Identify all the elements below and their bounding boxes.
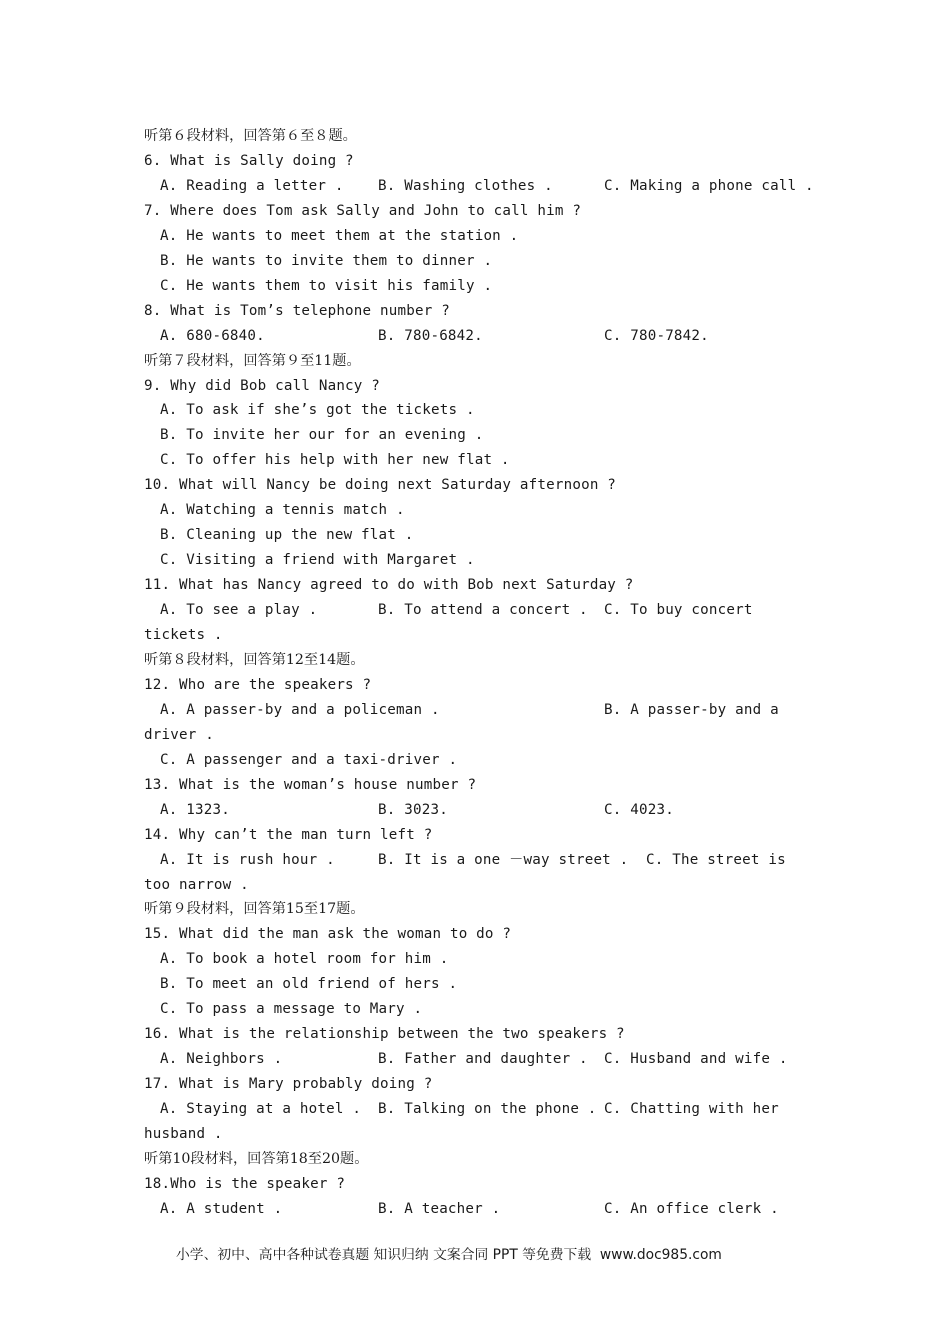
answer-option-a: A. Neighbors . (160, 1051, 283, 1068)
question-text: 6. What is Sally doing ? (144, 152, 354, 169)
wrapped-option-text: husband . (144, 1126, 223, 1142)
answer-option-c: B. A passer-by and a (604, 701, 779, 718)
wrapped-option-text: too narrow . (144, 876, 249, 893)
footer-text: 小学、初中、高中各种试卷真题 知识归纳 文案合同 PPT 等免费下载 www.doc985.com (176, 1247, 722, 1263)
question-text: 15. What did the man ask the woman to do ? (144, 926, 512, 943)
answer-option-a: A. To see a play . (160, 602, 318, 619)
question-text: 9. Why did Bob call Nancy ? (144, 377, 381, 394)
section-heading: 听第９段材料，回答第15至17题。 (144, 901, 365, 918)
answer-option-c: C. The street is (646, 851, 786, 868)
answer-option: B. To meet an old friend of hers . (160, 976, 458, 993)
question-text: 10. What will Nancy be doing next Saturday afternoon ? (144, 477, 617, 494)
answer-option-c: C. Chatting with her (604, 1101, 779, 1118)
answer-option: B. Cleaning up the new flat . (160, 527, 414, 544)
section-heading: 听第10段材料，回答第18至20题。 (144, 1150, 369, 1167)
answer-option-b: B. It is a one －way street . (378, 851, 629, 868)
section-heading: 听第８段材料，回答第12至14题。 (144, 651, 365, 668)
answer-option: A. To book a hotel room for him . (160, 951, 449, 968)
section-heading: 听第７段材料，回答第９至11题。 (144, 352, 361, 369)
answer-option-b: B. To attend a concert . (378, 602, 588, 619)
wrapped-option-text: tickets . (144, 627, 223, 643)
wrapped-option-text: driver . (144, 726, 214, 743)
answer-option-a: A. Staying at a hotel . (160, 1101, 362, 1118)
answer-option-a: A. 680-6840. (160, 327, 265, 344)
answer-option: B. To invite her our for an evening . (160, 427, 484, 444)
answer-option-b: B. 3023. (378, 801, 448, 818)
question-text: 13. What is the woman’s house number ? (144, 776, 477, 793)
answer-option: C. He wants them to visit his family . (160, 277, 493, 294)
question-text: 16. What is the relationship between the two speakers ? (144, 1026, 625, 1043)
question-text: 17. What is Mary probably doing ? (144, 1076, 433, 1093)
answer-option: C. Visiting a friend with Margaret . (160, 552, 475, 569)
answer-option: A. Watching a tennis match . (160, 502, 405, 519)
answer-option-a: A. Reading a letter . (160, 177, 344, 194)
answer-option: C. To offer his help with her new flat . (160, 452, 510, 469)
answer-option: A. He wants to meet them at the station . (160, 227, 519, 244)
answer-option: C. To pass a message to Mary . (160, 1001, 423, 1018)
question-text: 7. Where does Tom ask Sally and John to call him ? (144, 202, 582, 219)
answer-option-b: B. Father and daughter . (378, 1051, 588, 1068)
answer-option-c: C. An office clerk . (604, 1200, 779, 1217)
question-text: 11. What has Nancy agreed to do with Bob next Saturday ? (144, 577, 634, 594)
answer-option-b: B. 780-6842. (378, 327, 483, 344)
section-heading: 听第６段材料，回答第６至８题。 (144, 128, 357, 144)
answer-option-c: C. Husband and wife . (604, 1051, 788, 1068)
answer-option-c: C. 780-7842. (604, 327, 709, 344)
question-text: 8. What is Tom’s telephone number ? (144, 302, 450, 319)
question-text: 14. Why can’t the man turn left ? (144, 826, 433, 843)
answer-option-a: A. 1323. (160, 801, 230, 818)
answer-option-c: C. Making a phone call . (604, 177, 814, 194)
answer-option-b: B. Washing clothes . (378, 177, 553, 194)
question-text: 12. Who are the speakers ? (144, 676, 372, 693)
answer-option: B. He wants to invite them to dinner . (160, 252, 493, 269)
answer-option-a: A. A passer-by and a policeman . (160, 701, 440, 718)
answer-option: C. A passenger and a taxi-driver . (160, 751, 458, 768)
question-text: 18.Who is the speaker ? (144, 1175, 346, 1192)
answer-option-c: C. To buy concert (604, 602, 753, 619)
answer-option-b: B. A teacher . (378, 1200, 501, 1217)
answer-option-a: A. It is rush hour . (160, 851, 335, 868)
answer-option-b: B. Talking on the phone . (378, 1101, 597, 1118)
answer-option-c: C. 4023. (604, 801, 674, 818)
answer-option: A. To ask if she’s got the tickets . (160, 402, 475, 419)
answer-option-a: A. A student . (160, 1200, 283, 1217)
